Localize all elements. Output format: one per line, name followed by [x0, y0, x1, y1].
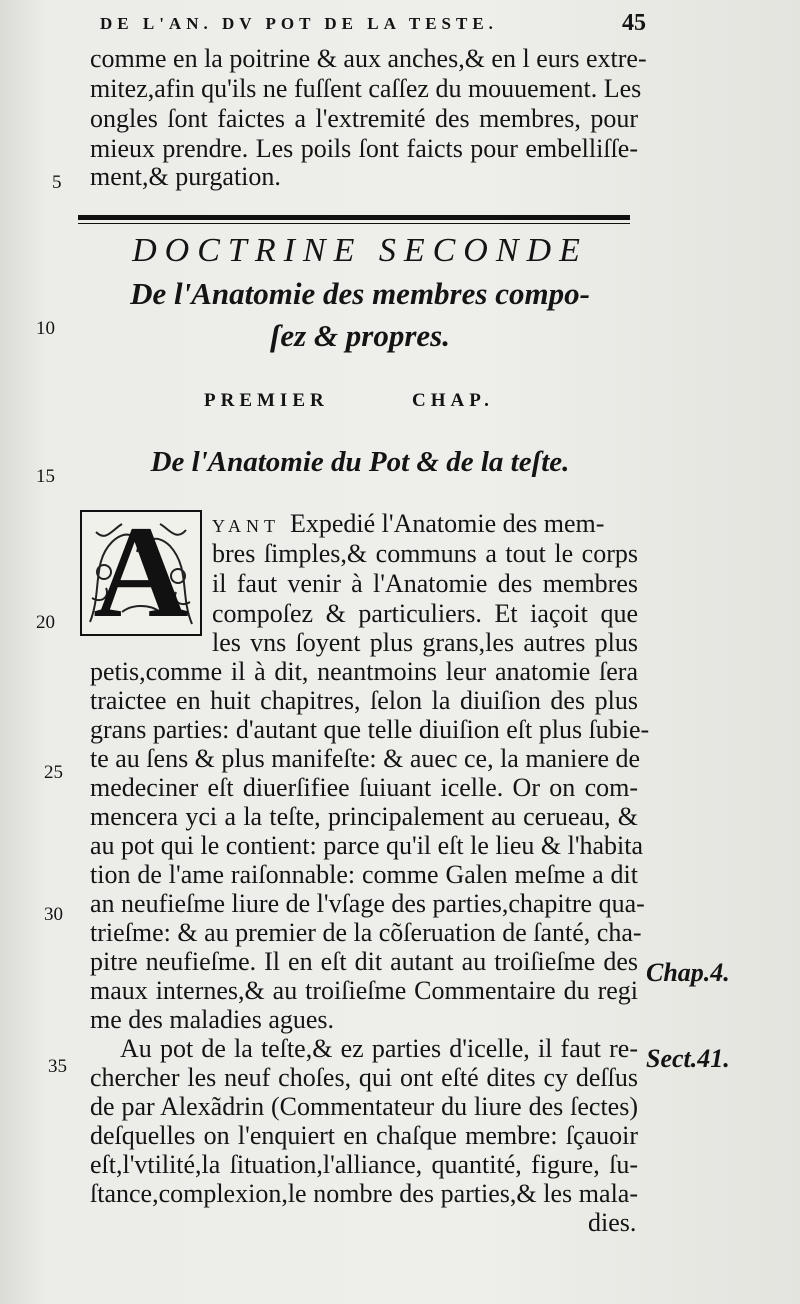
- text-line: de par Alexãdrin (Commentateur du liure des ſectes): [90, 1092, 638, 1121]
- text-line: Au pot de la teſte,& ez parties d'icelle, il faut re-: [120, 1034, 638, 1063]
- text-line: bres ſimples,& communs a tout le corps: [212, 539, 638, 568]
- text-line: les vns ſoyent plus grans,les autres plus: [212, 628, 638, 657]
- text-line: [212, 509, 638, 541]
- text-line: petis,comme il à dit, neantmoins leur anatomie ſera: [90, 657, 638, 686]
- text-line: compoſez & particuliers. Et iaçoit que: [212, 599, 638, 628]
- opening-smallcaps: YANT: [212, 516, 280, 536]
- text-line: grans parties: d'autant que telle diuiſion eſt plus ſubie-: [90, 715, 650, 744]
- text-line: medeciner eſt diuerſifiee ſuiuant icelle. Or on com-: [90, 773, 638, 802]
- text-line: ongles ſont faictes a l'extremité des membres, pour: [90, 104, 638, 133]
- chapter-label-chap: CHAP.: [412, 390, 494, 411]
- text-line: ment,& purgation.: [90, 162, 281, 191]
- line-number: 25: [44, 762, 63, 783]
- text-line: pitre neufieſme. Il en eſt dit autant au troiſieſme des: [90, 947, 638, 976]
- text-line: eſt,l'vtilité,la ſituation,l'alliance, quantité, figure, ſu-: [90, 1150, 638, 1179]
- text-line: deſquelles on l'enquiert en chaſque membre: ſçauoir: [90, 1121, 638, 1150]
- text-line: trieſme: & au premier de la cõſeruation de ſanté, cha-: [90, 918, 642, 947]
- text-line: tion de l'ame raiſonnable: comme Galen meſme a dit: [90, 860, 638, 889]
- text-line: maux internes,& au troiſieſme Commentaire du regi: [90, 976, 638, 1005]
- margin-note: Sect.41.: [646, 1044, 730, 1073]
- text-line: comme en la poitrine & aux anches,& en l eurs extre-: [90, 44, 647, 73]
- line-number: 20: [36, 612, 55, 633]
- text-line: ſtance,complexion,le nombre des parties,& les mala-: [90, 1179, 638, 1208]
- section-rule-thin: [78, 223, 630, 224]
- text-line: traictee en huit chapitres, ſelon la diuiſion des plus: [90, 686, 638, 715]
- doctrine-heading: DOCTRINE SECONDE: [132, 232, 588, 269]
- text-line: au pot qui le contient: parce qu'il eſt le lieu & l'habita: [90, 831, 644, 860]
- text-line: te au ſens & plus manifeſte: & auec ce, la maniere de: [90, 744, 641, 773]
- running-title: DE L'AN. DV POT DE LA TESTE.: [100, 14, 498, 33]
- text-line: me des maladies agues.: [90, 1005, 335, 1034]
- page-number: 45: [622, 10, 646, 36]
- text-line: mieux prendre. Les poils ſont faicts pour embelliſſe-: [90, 134, 638, 163]
- text-line: il faut venir à l'Anatomie des membres: [212, 569, 638, 598]
- text-line: mencera yci a la teſte, principalement au cerueau, &: [90, 802, 638, 831]
- line-number: 30: [44, 904, 63, 925]
- doctrine-subtitle: ſez & propres.: [270, 318, 450, 353]
- text-line: dies.: [588, 1208, 637, 1237]
- line-number: 35: [48, 1056, 67, 1077]
- opening-line-text: Expedié l'Anatomie des mem-: [290, 509, 605, 538]
- chapter-title: De l'Anatomie du Pot & de la teſte.: [150, 446, 570, 478]
- line-number: 15: [36, 466, 55, 487]
- chapter-label-premier: PREMIER: [204, 390, 329, 411]
- text-line: mitez,afin qu'ils ne fuſſent caſſez du mouuement. Les: [90, 74, 642, 103]
- ornamental-initial: [80, 498, 202, 645]
- line-number: 10: [36, 318, 55, 339]
- text-line: an neufieſme liure de l'vſage des parties,chapitre qua-: [90, 889, 645, 918]
- doctrine-subtitle: De l'Anatomie des membres compo-: [130, 276, 590, 311]
- dropcap-letter: A: [93, 498, 189, 645]
- line-number: 5: [52, 172, 62, 193]
- section-rule: [78, 215, 630, 220]
- text-line: chercher les neuf choſes, qui ont eſté dites cy deſſus: [90, 1063, 638, 1092]
- margin-note: Chap.4.: [646, 958, 730, 987]
